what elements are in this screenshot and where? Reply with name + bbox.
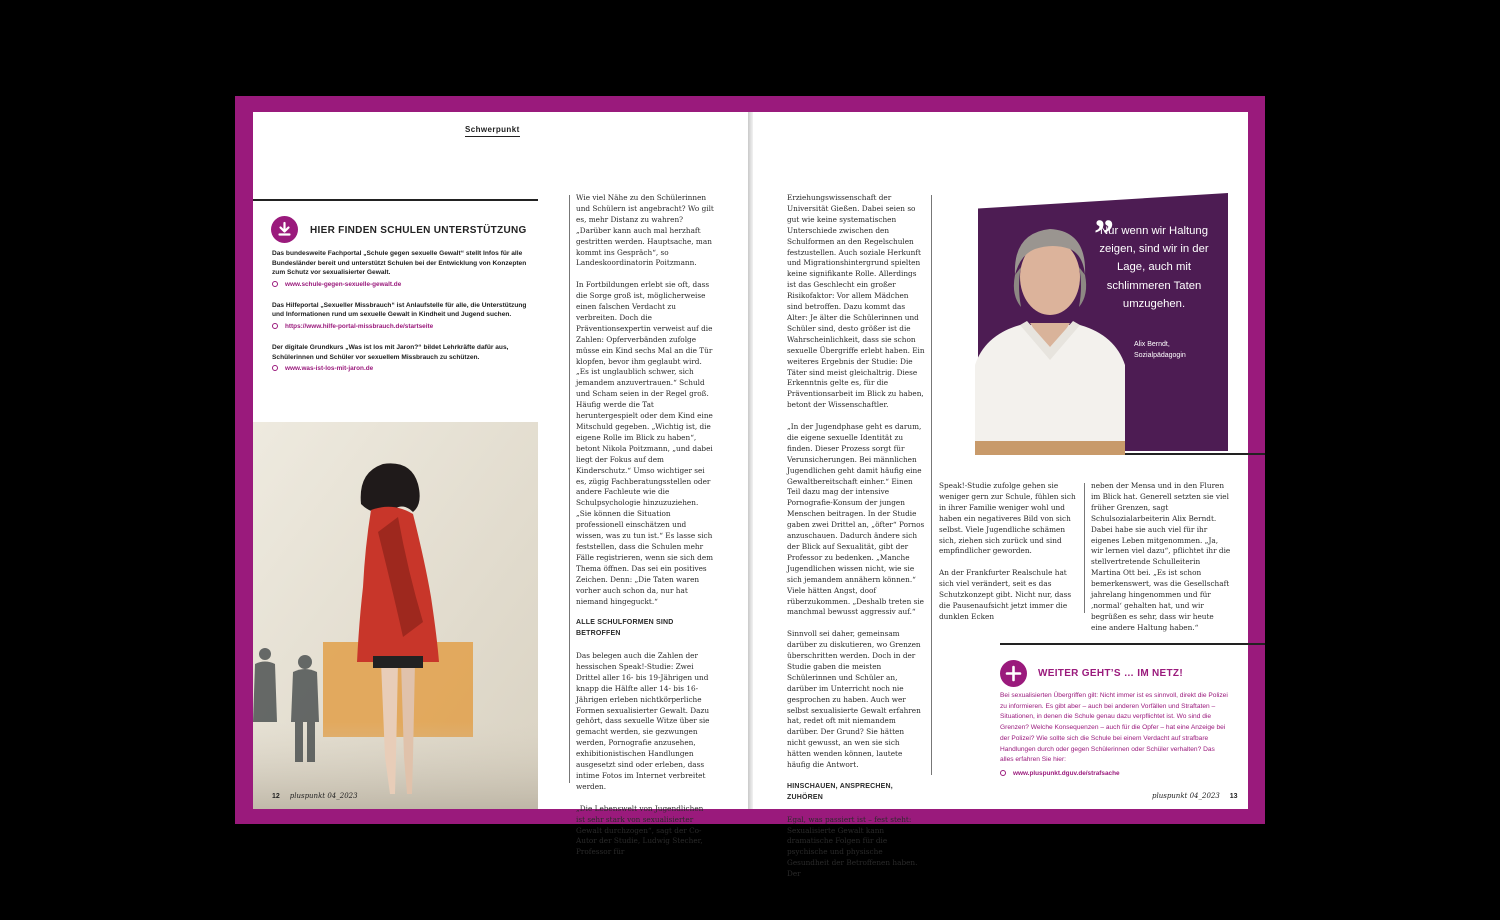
illustration — [253, 422, 538, 809]
folio-left — [272, 792, 358, 800]
magazine-name: pluspunkt 04_2023 — [289, 792, 358, 800]
paragraph: An der Frankfurter Realschule hat sich viel verändert, seit es das Schutzkonzept gibt. Nicht nur, dass die Pausenaufsicht jetzt immer die dunklen Ecken — [939, 568, 1072, 621]
subheading: ALLE SCHULFORMEN SIND BETROFFEN — [576, 619, 674, 638]
folio-right — [1152, 792, 1238, 800]
infobox-entry-text: Der digitale Grundkurs „Was ist los mit Jaron?“ bildet Lehrkräfte dafür aus, Schülerinnen und Schüler vor sexuellem Missbrauch zu schützen. — [272, 343, 509, 361]
magazine-name: pluspunkt 04_2023 — [1152, 792, 1220, 800]
infobox-title: HIER FINDEN SCHULEN UNTERSTÜTZUNG — [310, 225, 527, 236]
paragraph: Egal, was passiert ist – fest steht: Sexualisierte Gewalt kann dramatische Folgen für die psychische und physische Gesundheit der Betroffenen haben. Der — [787, 814, 918, 879]
paragraph: In Fortbildungen erlebt sie oft, dass die Sorge groß ist, möglicherweise einen falschen Verdacht zu verbreiten. Doch die Präventionsexpertin verweist auf die Zahlen: Opferverbänden zufolge müsse ein Kind sechs Mal an die Tür klopfen, bevor ihm geglaubt wird. „Es ist unglaublich schwer, sich jemandem anzuvertrauen.“ Schuld und Scham seien in der Regel groß. Häufig werde die Tat heruntergespielt oder dem Kind eine Mitschuld gegeben. „Wichtig ist, die eigene Rolle im Blick zu haben“, betont Nikola Poitzmann, „und dabei liegt der Fokus auf dem Kinderschutz.“ Umso wichtiger sei es, zügig Fachberatungsstellen oder andere Fachleute wie die Schulpsychologie hinzuzuziehen. „Sie können die Situation professionell einschätzen und wissen, was zu tun ist.“ Es lasse sich feststellen, dass die Schulen mehr Fälle registrieren, wenn sie sich dem Thema öffnen. Das sei ein positives Zeichen. Denn: „Die Taten waren vorher auch schon da, nur hat niemand hingeguckt.“ — [576, 280, 714, 606]
infobox-link[interactable]: www.was-ist-los-mit-jaron.de — [272, 365, 528, 372]
pull-quote: Nur wenn wir Haltung zeigen, sind wir in der Lage, auch mit schlimmeren Taten umzugehen. — [1099, 225, 1209, 310]
page-number: 13 — [1229, 793, 1238, 800]
column-3 — [939, 481, 1079, 634]
weiter-rule — [1000, 643, 1265, 645]
column-2 — [787, 193, 925, 891]
quote-name: Alix Berndt, — [1134, 341, 1170, 348]
quote-role: Sozialpädagogin — [1134, 352, 1186, 359]
infobox-rule — [253, 199, 538, 201]
infobox-entry-text: Das Hilfeportal „Sexueller Missbrauch“ ist Anlaufstelle für alle, die Unterstützung und Informationen rund um sexuelle Gewalt in Kindheit und Jugend suchen. — [272, 301, 527, 319]
paragraph: Wie viel Nähe zu den Schülerinnen und Schülern ist angebracht? Wo gilt es, mehr Distanz zu wahren? „Darüber kann auch mal herzhaft gestritten werden. Hauptsache, man kommt ins Gespräch“, so Landeskoordinatorin Poitzmann. — [576, 193, 714, 268]
paragraph: Sinnvoll sei daher, gemeinsam darüber zu diskutieren, wo Grenzen überschritten werden. Doch in der Studie gaben die meisten Schülerinnen und Schüler an, darüber im Unterricht noch nie gesprochen zu haben. Auch wer selbst sexualisierte Gewalt erfahren hat, redet oft mit niemandem darüber. Der Grund? Sie hätten nicht gewusst, an wen sie sich hätten wenden können, lautete häufig die Antwort. — [787, 629, 921, 770]
download-icon — [271, 216, 298, 243]
weiter-link[interactable]: www.pluspunkt.dguv.de/strafsache — [1000, 770, 1120, 777]
quote-rule — [1125, 453, 1265, 455]
page-number: 12 — [272, 793, 280, 800]
paragraph: Erziehungswissenschaft der Universität Gießen. Dabei seien so gut wie keine systematischen Unterschiede zwischen den Schulformen an den Regelschulen festzustellen. Auch soziale Herkunft und Migrationshintergrund spielten keine signifikante Rolle. Allerdings ist das Geschlecht ein großer Risikofaktor: Vor allem Mädchen sind betroffen. Dazu kommt das Alter: Je älter die Schülerinnen und Schüler sind, desto größer ist die Wahrscheinlichkeit, dass sie schon sexuelle Übergriffe erlebt haben. Ein weiteres Ergebnis der Studie: Die Täter sind meist gleichaltrig. Diese Erkenntnis gelte es, für die Präventionsarbeit im Blick zu haben, betont der Wissenschaftler. — [787, 193, 925, 410]
column-4 — [1091, 481, 1231, 645]
column-rule — [1084, 483, 1085, 613]
paragraph: Das belegen auch die Zahlen der hessischen Speak!-Studie: Zwei Drittel aller 16- bis 19-Jährigen und knapp die Hälfte aller 14- bis 16-Jährigen erleben nichtkörperliche Formen sexualisierter Gewalt. Dazu gehört, dass sexuelle Witze über sie gemacht werden, sie gezwungen werden, Pornografie anzusehen, exhibitionistischen Handlungen ausgesetzt sind oder erleben, dass intime Fotos im Internet verbreitet werden. — [576, 651, 710, 791]
infobox-link[interactable]: https://www.hilfe-portal-missbrauch.de/startseite — [272, 323, 528, 330]
infobox — [272, 249, 528, 372]
paragraph: „In der Jugendphase geht es darum, die eigene sexuelle Identität zu finden. Dieser Prozess sorgt für Verunsicherungen. Bei männlichen Jugendlichen geht damit häufig eine Gewaltbereitschaft einher.“ Einen Teil dazu mag der intensive Pornografie-Konsum der jungen Menschen beitragen. In der Studie gaben zwei Drittel an, „öfter“ Pornos anzuschauen. Dadurch ändere sich der Blick auf Sexualität, gibt der Professor zu bedenken. „Manche Jugendlichen wissen nicht, wie sie sich jemandem annähern können.“ Viele hätten Angst, doof rüberzukommen. „Deshalb treten sie manchmal bewusst aggressiv auf.“ — [787, 422, 925, 617]
weiter-text: Bei sexualisierten Übergriffen gilt: Nicht immer ist es sinnvoll, direkt die Polizei zu informieren. Es gibt aber – auch bei anderen Vorfällen und Straftaten – Situationen, in denen die Schule genau dazu verpflichtet ist. Wo sind die Grenzen? Welche Konsequenzen – auch für die Opfer – hat eine Anzeige bei der Polizei? Wie sollte sich die Schule bei einem Verdacht auf strafbare Handlungen durch oder gegen Schülerinnen oder Schüler verhalten? Das alles erfahren Sie hier: — [1000, 692, 1228, 764]
paragraph: neben der Mensa und in den Fluren im Blick hat. Generell setzten sie viel früher Grenzen, sagt Schulsozialarbeiterin Alix Berndt. Dabei habe sie auch viel für ihr eigenes Leben mitgenommen. „Ja, wir lernen viel dazu“, pflichtet ihr die stellvertretende Schulleiterin Martina Ott bei. „Es ist schon bemerkenswert, was die Gesellschaft jahrelang hingenommen und für ‚normal‘ gehalten hat, und wir begrüßen es sehr, dass wir heute eine andere Haltung haben.“ — [1091, 481, 1231, 632]
column-1 — [576, 193, 714, 869]
infobox-link[interactable]: www.schule-gegen-sexuelle-gewalt.de — [272, 281, 528, 288]
rubric: Schwerpunkt — [465, 125, 520, 137]
quote-mark-icon: ” — [1094, 211, 1114, 256]
subheading: HINSCHAUEN, ANSPRECHEN, ZUHÖREN — [787, 782, 893, 801]
infobox-entry-text: Das bundesweite Fachportal „Schule gegen sexuelle Gewalt“ stellt Infos für alle Bundesländer bereit und unterstützt Schulen bei der Entwicklung von Konzepten zum Schutz vor sexualisierter Gewalt. — [272, 250, 527, 277]
paragraph: Speak!-Studie zufolge gehen sie weniger gern zur Schule, fühlen sich in ihrer Familie weniger wohl und haben ein negativeres Bild von sich selbst. Viele Jugendliche schämen sich, ziehen sich zurück und sind empfindlicher geworden. — [939, 481, 1076, 556]
paragraph: „Die Lebenswelt von Jugendlichen ist sehr stark von sexualisierter Gewalt durchzogen“, sagt der Co-Autor der Studie, Ludwig Stecher, Professor für — [576, 803, 704, 857]
weiter-title: WEITER GEHT’S … IM NETZ! — [1038, 668, 1183, 679]
column-rule — [931, 195, 932, 775]
plus-icon — [1000, 660, 1027, 687]
column-rule — [569, 195, 570, 783]
spine — [748, 112, 753, 809]
quote-attribution — [1134, 339, 1186, 361]
